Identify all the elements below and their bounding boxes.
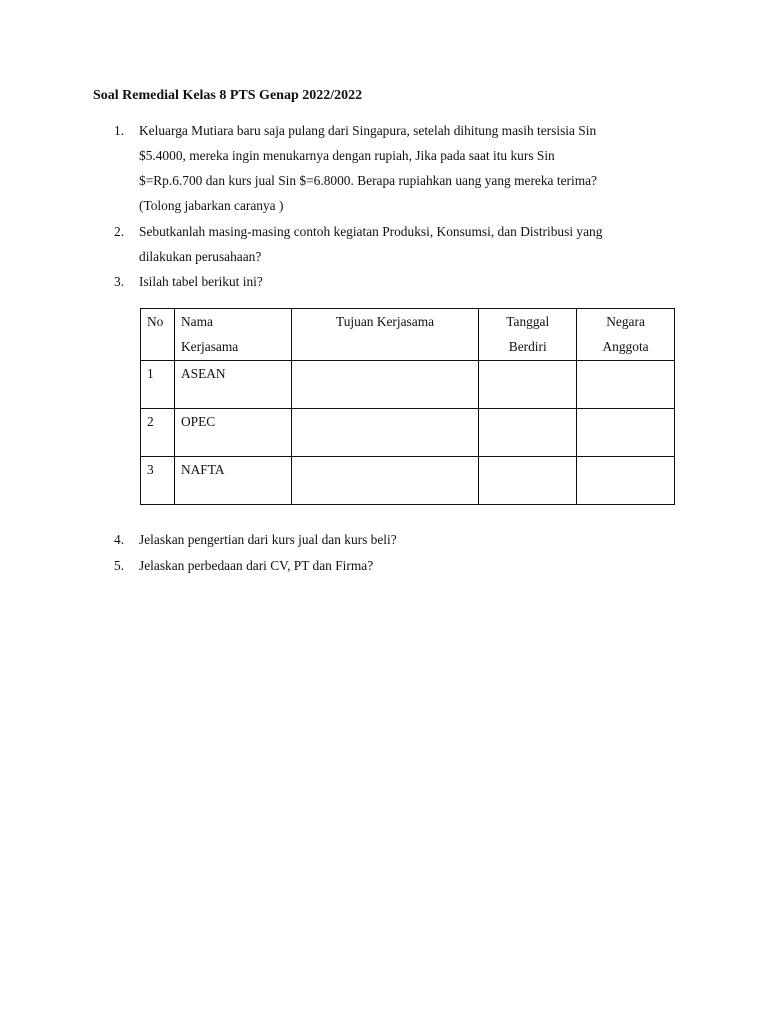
question-text xyxy=(139,553,689,578)
question-text xyxy=(139,269,689,294)
question-number: 5. xyxy=(114,558,125,573)
question-line: Sebutkanlah masing-masing contoh kegiatan Produksi, Konsumsi, dan Distribusi yang xyxy=(139,224,603,239)
cell-nama: NAFTA xyxy=(174,457,291,505)
question-line: dilakukan perusahaan? xyxy=(139,249,262,264)
cell-negara xyxy=(577,457,675,505)
cell-tujuan xyxy=(291,457,479,505)
header-negara-anggota: Negara Anggota xyxy=(577,309,675,361)
question-line: Jelaskan pengertian dari kurs jual dan kurs beli? xyxy=(139,532,397,547)
header-tujuan-kerjasama: Tujuan Kerjasama xyxy=(291,309,479,361)
cell-tanggal xyxy=(479,457,577,505)
question-line: $5.4000, mereka ingin menukarnya dengan rupiah, Jika pada saat itu kurs Sin xyxy=(139,148,555,163)
header-nama-kerjasama: Nama Kerjasama xyxy=(174,309,291,361)
cell-tanggal xyxy=(479,409,577,457)
question-line: $=Rp.6.700 dan kurs jual Sin $=6.8000. Berapa rupiahkan uang yang mereka terima? xyxy=(139,173,597,188)
question-number: 4. xyxy=(114,532,125,547)
table-row xyxy=(141,457,675,505)
cell-negara xyxy=(577,361,675,409)
question-line: (Tolong jabarkan caranya ) xyxy=(139,198,284,213)
cell-tanggal xyxy=(479,361,577,409)
cell-nama: OPEC xyxy=(174,409,291,457)
question-number: 3. xyxy=(114,274,125,289)
table-row xyxy=(141,361,675,409)
question-text xyxy=(139,527,689,552)
cooperation-table xyxy=(140,308,675,505)
question-number: 1. xyxy=(114,123,125,138)
document-title: Soal Remedial Kelas 8 PTS Genap 2022/2022 xyxy=(93,88,363,103)
cell-no: 3 xyxy=(141,457,175,505)
question-text xyxy=(139,219,689,269)
cell-no: 2 xyxy=(141,409,175,457)
table-row xyxy=(141,409,675,457)
header-tanggal-berdiri: Tanggal Berdiri xyxy=(479,309,577,361)
cell-no: 1 xyxy=(141,361,175,409)
cell-tujuan xyxy=(291,361,479,409)
question-text xyxy=(139,118,689,218)
header-no: No xyxy=(141,309,175,361)
table-header-row xyxy=(141,309,675,361)
cell-tujuan xyxy=(291,409,479,457)
question-line: Keluarga Mutiara baru saja pulang dari Singapura, setelah dihitung masih tersisia Sin xyxy=(139,123,597,138)
question-line: Jelaskan perbedaan dari CV, PT dan Firma? xyxy=(139,558,374,573)
question-number: 2. xyxy=(114,224,125,239)
question-line: Isilah tabel berikut ini? xyxy=(139,274,263,289)
cell-nama: ASEAN xyxy=(174,361,291,409)
cell-negara xyxy=(577,409,675,457)
